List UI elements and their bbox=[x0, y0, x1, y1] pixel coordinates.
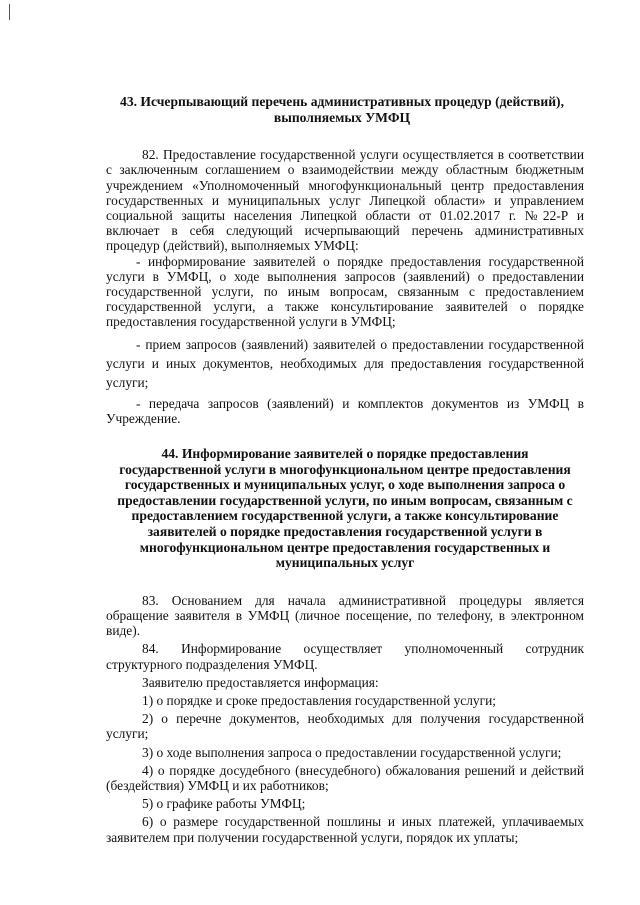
info-item-2: 2) о перечне документов, необходимых для получения государственной услуги; bbox=[106, 711, 584, 742]
document-page bbox=[106, 86, 584, 845]
procedure-item-reception: - прием запросов (заявлений) заявителей о предоставлении государственной услуги и иных документов, необходимых для предоставления государственной услуги; bbox=[106, 336, 584, 390]
info-list bbox=[106, 693, 584, 845]
scan-edge-mark bbox=[9, 4, 10, 20]
info-intro: Заявителю предоставляется информация: bbox=[142, 674, 379, 690]
info-item-5: 5) о графике работы УМФЦ; bbox=[142, 796, 306, 812]
info-item-4: 4) о порядке досудебного (внесудебного) обжалования решений и действий (бездействия) УМФЦ и их работников; bbox=[106, 762, 584, 794]
paragraph-82: 82. Предоставление государственной услуги осуществляется в соответствии с заключенным соглашением о взаимодействии между областным бюджетным учреждением «Уполномоченный многофункциональный центр предоставления государственных и муниципальных услуг Липецкой области» и управлением социальной защиты населения Липецкой области от 01.02.2017 г. №22-Р и включает в себя следующий исчерпывающий перечень административных процедур (действий), выполняемых УМФЦ: bbox=[106, 147, 584, 254]
paragraph-84: 84. Информирование осуществляет уполномоченный сотрудник структурного подразделения УМФЦ. bbox=[106, 641, 584, 672]
procedure-item-transfer: - передача запросов (заявлений) и комплектов документов из УМФЦ в Учреждение. bbox=[106, 395, 584, 426]
info-item-1: 1) о порядке и сроке предоставления государственной услуги; bbox=[142, 693, 497, 708]
section-43-heading: 43. Исчерпывающий перечень административных процедур (действий), выполняемых УМФЦ bbox=[120, 94, 564, 125]
procedure-list bbox=[106, 254, 584, 426]
info-item-3: 3) о ходе выполнения запроса о предоставлении государственной услуги; bbox=[142, 744, 562, 760]
procedure-item-informing: - информирование заявителей о порядке предоставления государственной услуги в УМФЦ, о ходе выполнения запросов (заявлений) о предоставлении государственной услуги, по иным вопросам, связанным с предоставлением государственной услуги, а также консультирование заявителей о порядке предоставления государственной услуги в УМФЦ; bbox=[106, 253, 584, 330]
paragraph-83: 83. Основанием для начала административной процедуры является обращение заявителя в УМФЦ (личное посещение, по телефону, в электронном виде). bbox=[106, 592, 584, 639]
info-item-6: 6) о размере государственной пошлины и иных платежей, уплачиваемых заявителем при получении государственной услуги, порядок их уплаты; bbox=[106, 814, 584, 845]
section-44-heading: 44. Информирование заявителей о порядке предоставления государственной услуги в многофункциональном центре предоставления государственных и муниципальных услуг, о ходе выполнения запроса о предоставлении государственной услуги, по иным вопросам, связанным с предоставлением государственной услуги, а также консультирование заявителей о порядке предоставления государственной услуги в многофункциональном центре предоставления государственных и муниципальных услуг bbox=[117, 446, 573, 571]
